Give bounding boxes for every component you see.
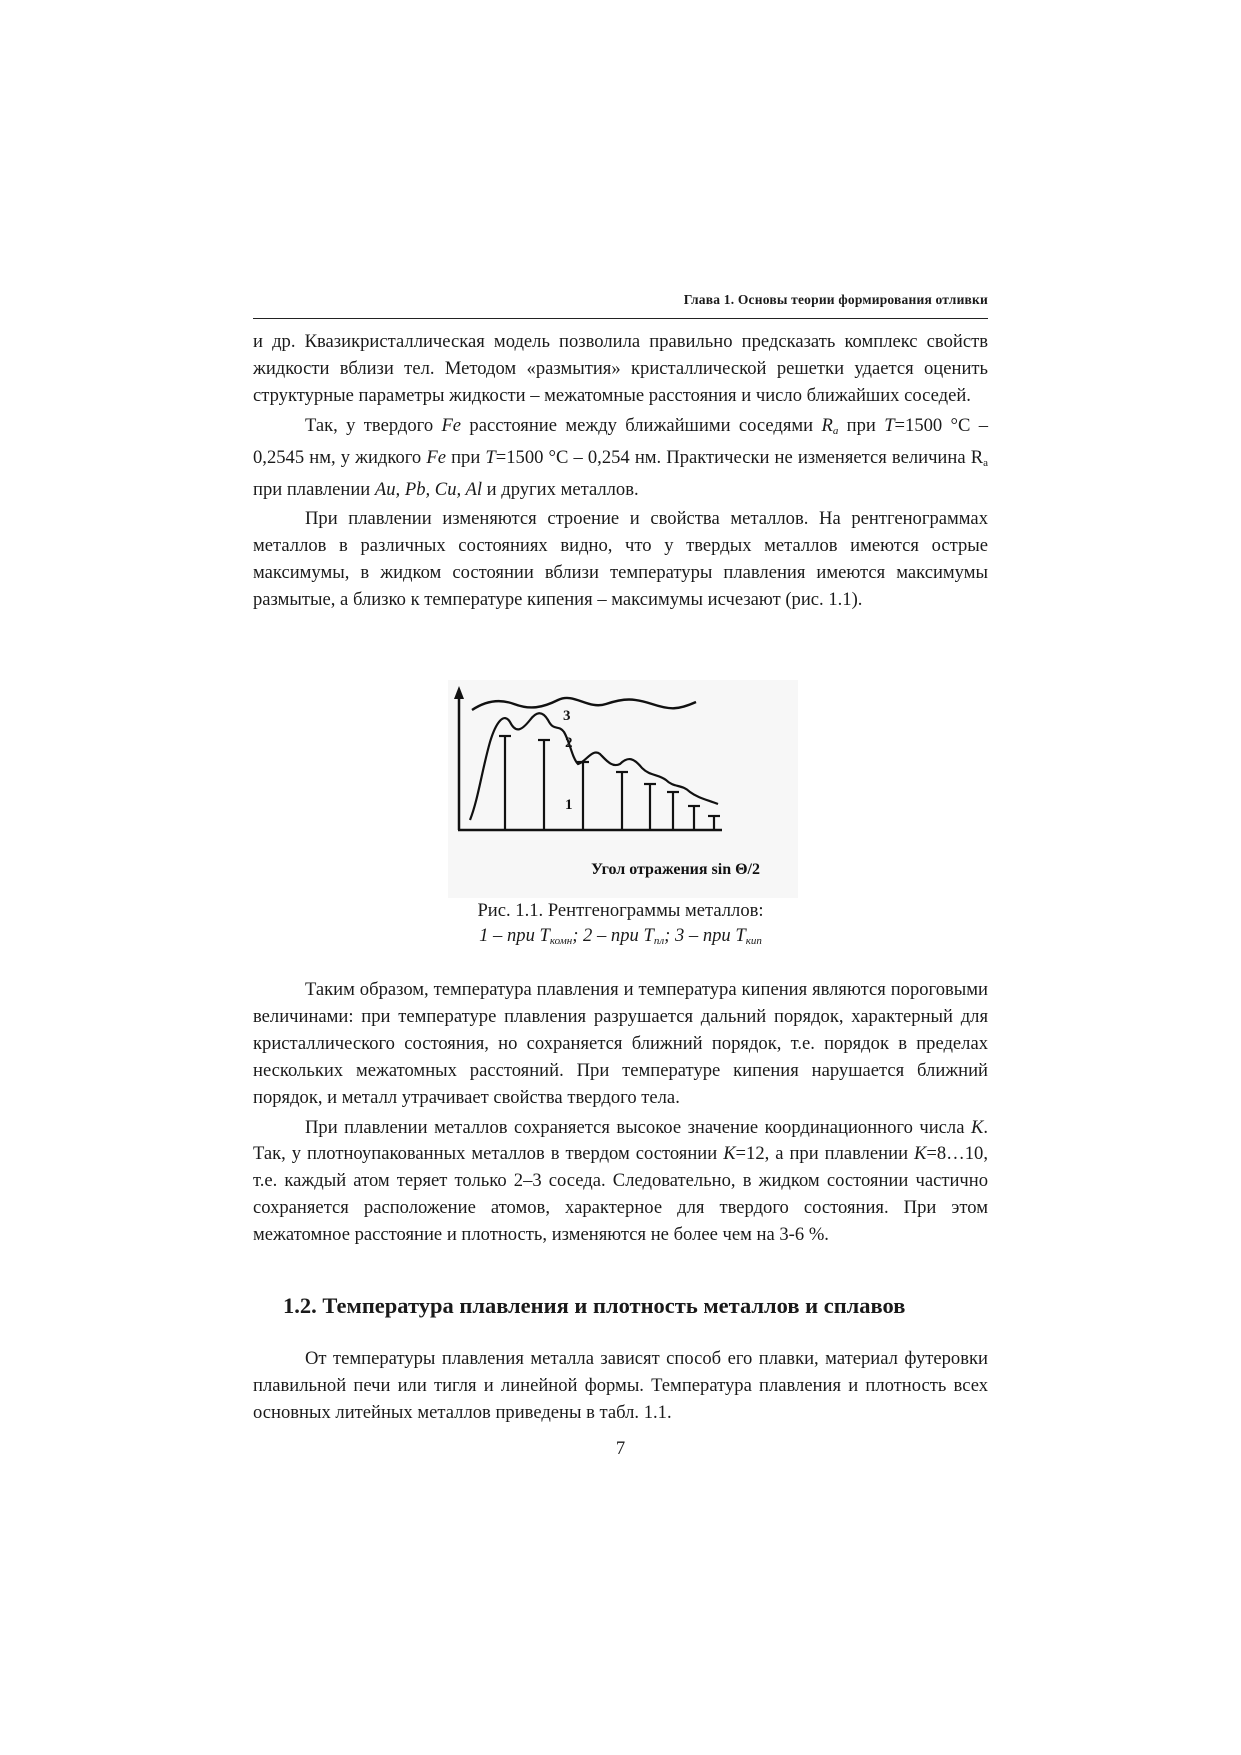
paragraph-thresholds: Таким образом, температура плавления и температура кипения являются пороговыми величинами: при температуре плавления разрушается дальний порядок, характерный для кристаллического состояния, но сохраняется ближний порядок, т.е. порядок в пределах нескольких межатомных расстояний. При температуре кипения нарушается ближний порядок, и металл утрачивает свойства твердого тела. — [253, 979, 988, 1108]
paragraph-fe-distance: Так, у твердого Fe расстояние между ближайшими соседями Ra при T=1500 °С – 0,2545 нм, у жидкого Fe при T=1500 °С – 0,254 нм. Практически не изменяется величина Ra при плавлении Au, Pb, Cu, Al и других металлов. — [253, 414, 989, 500]
running-header: Глава 1. Основы теории формирования отливки — [683, 292, 988, 307]
x-axis-label: Угол отражения sin Θ/2 — [591, 861, 760, 878]
text-block-intro — [253, 329, 988, 617]
curve-label-3: 3 — [563, 708, 571, 724]
caption-legend: 1 – при $T_{комн}$; 2 – при $T_{пл}$; 3 – при $T_{кип}$ — [479, 925, 762, 947]
paragraph-quasicrystal: и др. Квазикристаллическая модель позволила правильно предсказать комплекс свойств жидкости вблизи тел. Методом «размытия» кристаллической решетки удается оценить структурные параметры жидкости – межатомные расстояния и число ближайших соседей. — [253, 331, 988, 406]
caption-title: Рис. 1.1. Рентгенограммы металлов: — [477, 900, 764, 921]
section-heading: 1.2. Температура плавления и плотность металлов и сплавов — [283, 1293, 906, 1318]
xray-diffraction-figure — [448, 680, 798, 898]
text-block-thresholds — [253, 977, 988, 1252]
header-rule — [253, 318, 988, 319]
curve-label-1: 1 — [565, 797, 573, 813]
page-number: 7 — [615, 1438, 626, 1459]
figure-caption — [253, 898, 988, 954]
curve-label-2: 2 — [565, 735, 573, 751]
text-block-melting — [253, 1346, 988, 1430]
paragraph-xray-patterns: При плавлении изменяются строение и свойства металлов. На рентгенограммах металлов в различных состояниях видно, что у твердых металлов имеются острые максимумы, в жидком состоянии вблизи температуры плавления имеются максимумы размытые, а близко к температуре кипения – максимумы исчезают (рис. 1.1). — [253, 508, 988, 611]
paragraph-melting-temperature: От температуры плавления металла зависят способ его плавки, материал футеровки плавильной печи или тигля и линейной формы. Температура плавления и плотность всех основных литейных металлов приведены в табл. 1.1. — [253, 1348, 988, 1423]
xray-diffraction-diagram — [448, 680, 798, 898]
paragraph-coordination-number: При плавлении металлов сохраняется высокое значение координационного числа К. Так, у плотноупакованных металлов в твердом состоянии К=12, а при плавлении К=8…10, т.е. каждый атом теряет только 2–3 соседа. Следовательно, в жидком состоянии частично сохраняется расположение атомов, характерное для твердого состояния. При этом межатомное расстояние и плотность, изменяются не более чем на 3-6 %. — [253, 1116, 988, 1246]
document-page — [253, 0, 988, 1755]
